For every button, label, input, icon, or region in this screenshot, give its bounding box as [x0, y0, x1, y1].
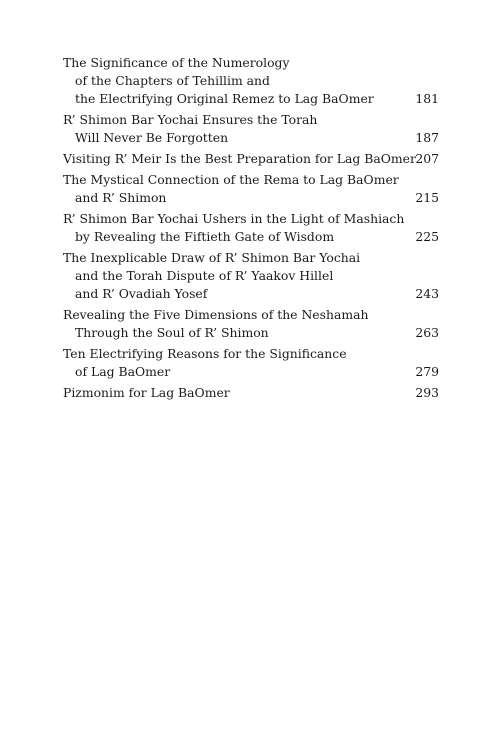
toc-entry-title-line: R’ Shimon Bar Yochai Ushers in the Light of Mashiach [63, 211, 405, 226]
toc-entry-page-number: 293 [415, 385, 439, 400]
toc-entry-page-number: 181 [415, 91, 439, 106]
toc-entry [63, 306, 439, 342]
toc-entry [63, 210, 439, 246]
toc-entry-page-number: 215 [415, 190, 439, 205]
toc-entry [63, 345, 439, 381]
table-of-contents [63, 54, 439, 405]
toc-entry-title-line: by Revealing the Fiftieth Gate of Wisdom [75, 229, 335, 244]
toc-entry-title-line: the Electrifying Original Remez to Lag BaOmer [75, 91, 374, 106]
toc-entry-title-line: Will Never Be Forgotten [75, 130, 229, 145]
toc-entry-title-line: The Significance of the Numerology [63, 55, 290, 70]
toc-entry [63, 171, 439, 207]
toc-entry-title-line: Ten Electrifying Reasons for the Significance [63, 346, 347, 361]
toc-entry-title-line: Pizmonim for Lag BaOmer [63, 385, 230, 400]
toc-entry-title-line: and R’ Shimon [75, 190, 167, 205]
toc-entry [63, 54, 439, 108]
toc-entry-page-number: 243 [415, 286, 439, 301]
toc-entry-title-line: and the Torah Dispute of R’ Yaakov Hillel [75, 268, 334, 283]
toc-entry-page-number: 225 [415, 229, 439, 244]
toc-entry-page-number: 279 [415, 364, 439, 379]
toc-entry-title-line: The Mystical Connection of the Rema to Lag BaOmer [63, 172, 399, 187]
toc-entry-title-line: The Inexplicable Draw of R’ Shimon Bar Yochai [63, 250, 361, 265]
toc-entry-title-line: of the Chapters of Tehillim and [75, 73, 270, 88]
toc-entry-title-line: Through the Soul of R’ Shimon [75, 325, 269, 340]
toc-entry [63, 150, 439, 168]
toc-entry [63, 384, 439, 402]
toc-entry-title-line: Revealing the Five Dimensions of the Neshamah [63, 307, 369, 322]
toc-entry-page-number: 207 [415, 151, 439, 166]
toc-entry-title-line: of Lag BaOmer [75, 364, 171, 379]
toc-entry-title-line: R’ Shimon Bar Yochai Ensures the Torah [63, 112, 318, 127]
toc-entry-page-number: 263 [415, 325, 439, 340]
toc-entry-page-number: 187 [415, 130, 439, 145]
toc-entry [63, 111, 439, 147]
toc-entry [63, 249, 439, 303]
toc-entry-title-line: and R’ Ovadiah Yosef [75, 286, 208, 301]
toc-entry-title-line: Visiting R’ Meir Is the Best Preparation for Lag BaOmer [63, 151, 416, 166]
